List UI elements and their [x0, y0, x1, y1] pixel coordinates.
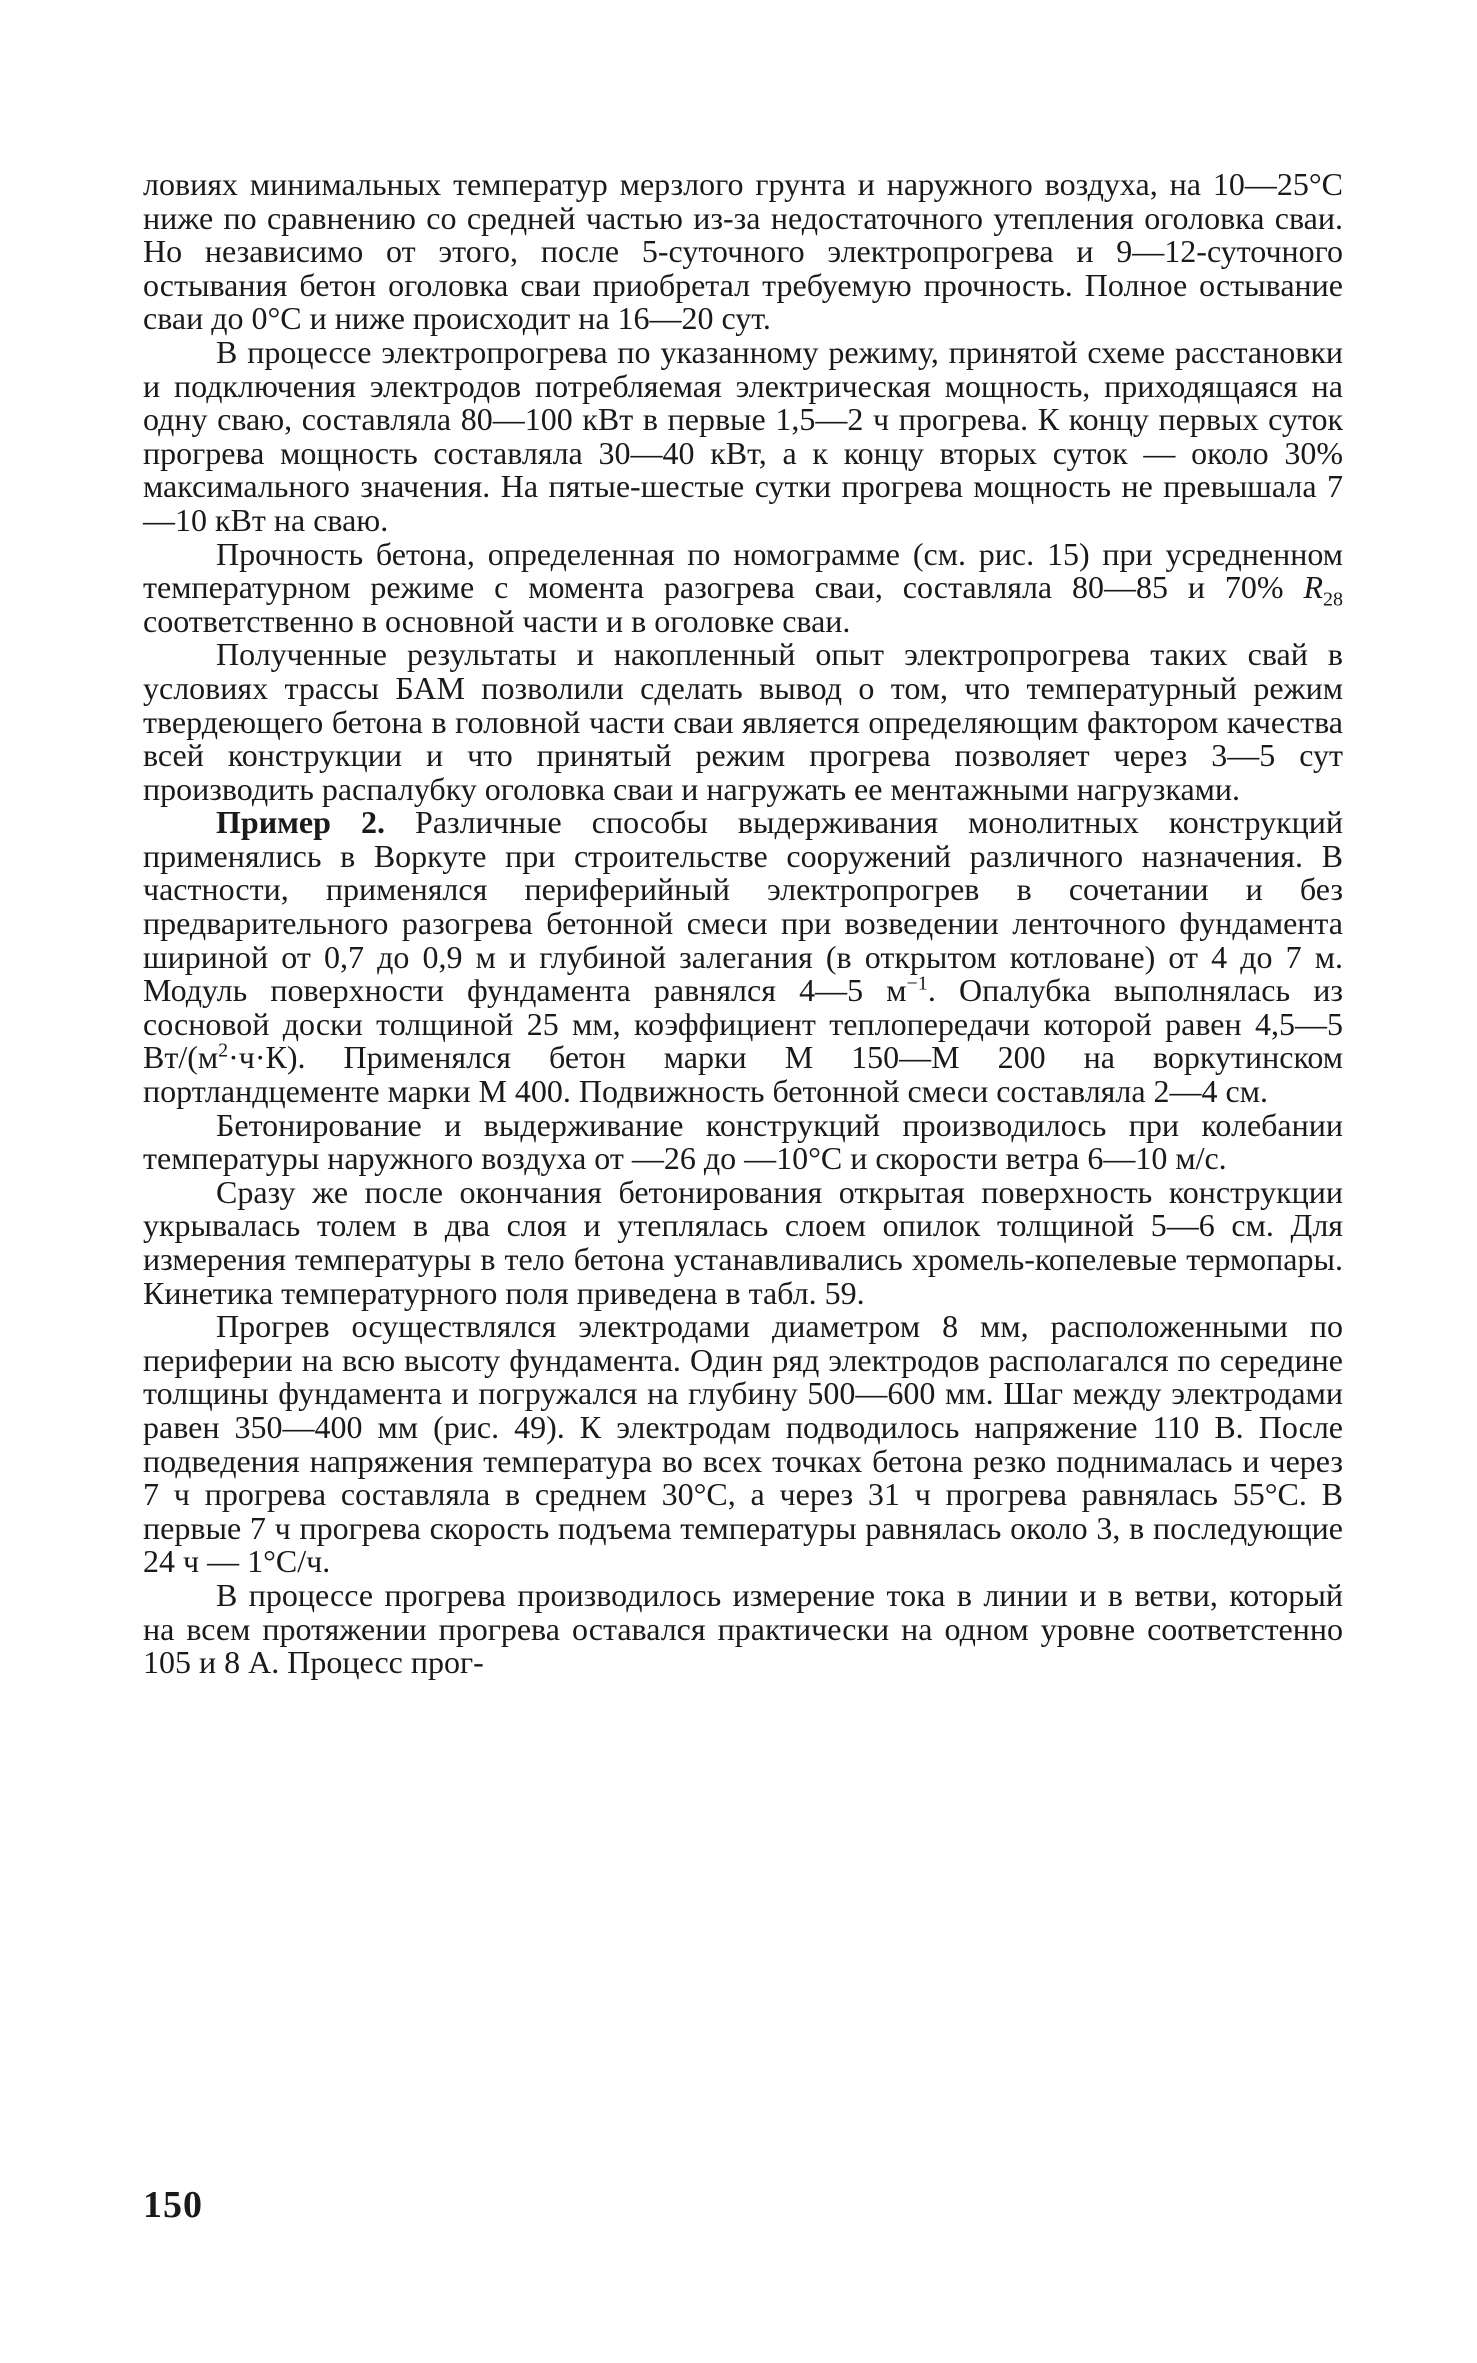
- paragraph-1: ловиях минимальных температур мерзлого грунта и наружного воздуха, на 10—25°С ниже по сравнению со средней частью из-за недостаточного утепления оголовка сваи. Но независимо от этого, после 5-суточного электропрогрева и 9—12-суточного остывания бетон оголовка сваи приобретал требуемую прочность. Полное остывание сваи до 0°С и ниже происходит на 16—20 сут.: [143, 166, 1343, 337]
- paragraph-5-text-after: ·ч·К). Применялся бетон марки М 150—М 200 на воркутинском портландцементе марки М 400. Подвижность бетонной смеси составляла 2—4 см.: [143, 1039, 1343, 1110]
- surface-modulus-exponent: −1: [906, 972, 928, 995]
- paragraph-5-text-before: Различные способы выдерживания монолитных конструкций применялись в Воркуте при строительстве сооружений различного назначения. В частности, применялся периферийный электропрогрев в сочетании и без предварительного разогрева бетонной смеси при возведении ленточного фундамента шириной от 0,7 до 0,9 м и глубиной залегания (в открытом котловане) от 4 до 7 м. Модуль поверхности фундамента равнялся 4—5 м: [143, 804, 1344, 1009]
- paragraph-5-text-middle: . Опалубка выполнялась из сосновой доски толщиной 25 мм, коэффициент теплопередачи которой равен 4,5—5 Вт/(м: [143, 972, 1344, 1076]
- page-number: 150: [143, 2184, 203, 2226]
- paragraph-4: Полученные результаты и накопленный опыт электропрогрева таких свай в условиях трассы БАМ позволили сделать вывод о том, что температурный режим твердеющего бетона в головной части сваи является определяющим фактором качества всей конструкции и что принятый режим прогрева позволяет через 3—5 сут производить распалубку оголовка сваи и нагружать ее ментажными нагрузками.: [143, 636, 1343, 807]
- paragraph-3-text-after: соответственно в основной части и в оголовке сваи.: [143, 602, 851, 639]
- unit-exponent: 2: [218, 1039, 229, 1062]
- paragraph-3-text-before: Прочность бетона, определенная по номограмме (см. рис. 15) при усредненном температурном режиме с момента разогрева сваи, составляла 80—85 и 70%: [143, 535, 1343, 606]
- paragraph-9: В процессе прогрева производилось измерение тока в линии и в ветви, который на всем протяжении прогрева оставался практически на одном уровне соответстенно 105 и 8 А. Процесс прог-: [143, 1576, 1343, 1681]
- paragraph-6: Бетонирование и выдерживание конструкций производилось при колебании температуры наружного воздуха от —26 до —10°С и скорости ветра 6—10 м/с.: [143, 1106, 1343, 1177]
- example-heading: Пример 2.: [216, 804, 385, 841]
- body-text: [143, 168, 1343, 1680]
- paragraph-2: В процессе электропрогрева по указанному режиму, принятой схеме расстановки и подключения электродов потребляемая электрическая мощность, приходящаяся на одну сваю, составляла 80—100 кВт в первые 1,5—2 ч прогрева. К концу первых суток прогрева мощность составляла 30—40 кВт, а к концу вторых суток — около 30% максимального значения. На пятые-шестые сутки прогрева мощность не превышала 7—10 кВт на сваю.: [143, 333, 1343, 538]
- paragraph-8: Прогрев осуществлялся электродами диаметром 8 мм, расположенными по периферии на всю высоту фундамента. Один ряд электродов располагался по середине толщины фундамента и погружался на глубину 500—600 мм. Шаг между электродами равен 350—400 мм (рис. 49). К электродам подводилось напряжение 110 В. После подведения напряжения температура во всех точках бетона резко поднималась и через 7 ч прогрева составляла в среднем 30°С, а через 31 ч прогрева равнялась 55°С. В первые 7 ч прогрева скорость подъема температуры равнялась около 3, в последующие 24 ч — 1°С/ч.: [143, 1308, 1343, 1580]
- paragraph-3: [143, 535, 1343, 639]
- paragraph-7: Сразу же после окончания бетонирования открытая поверхность конструкции укрывалась толем в два слоя и утеплялась слоем опилок толщиной 5—6 см. Для измерения температуры в тело бетона устанавливались хромель-копелевые термопары. Кинетика температурного поля приведена в табл. 59.: [143, 1173, 1343, 1311]
- strength-subscript: 28: [1323, 588, 1343, 611]
- strength-symbol: R: [1303, 569, 1323, 606]
- paragraph-5: [143, 806, 1343, 1108]
